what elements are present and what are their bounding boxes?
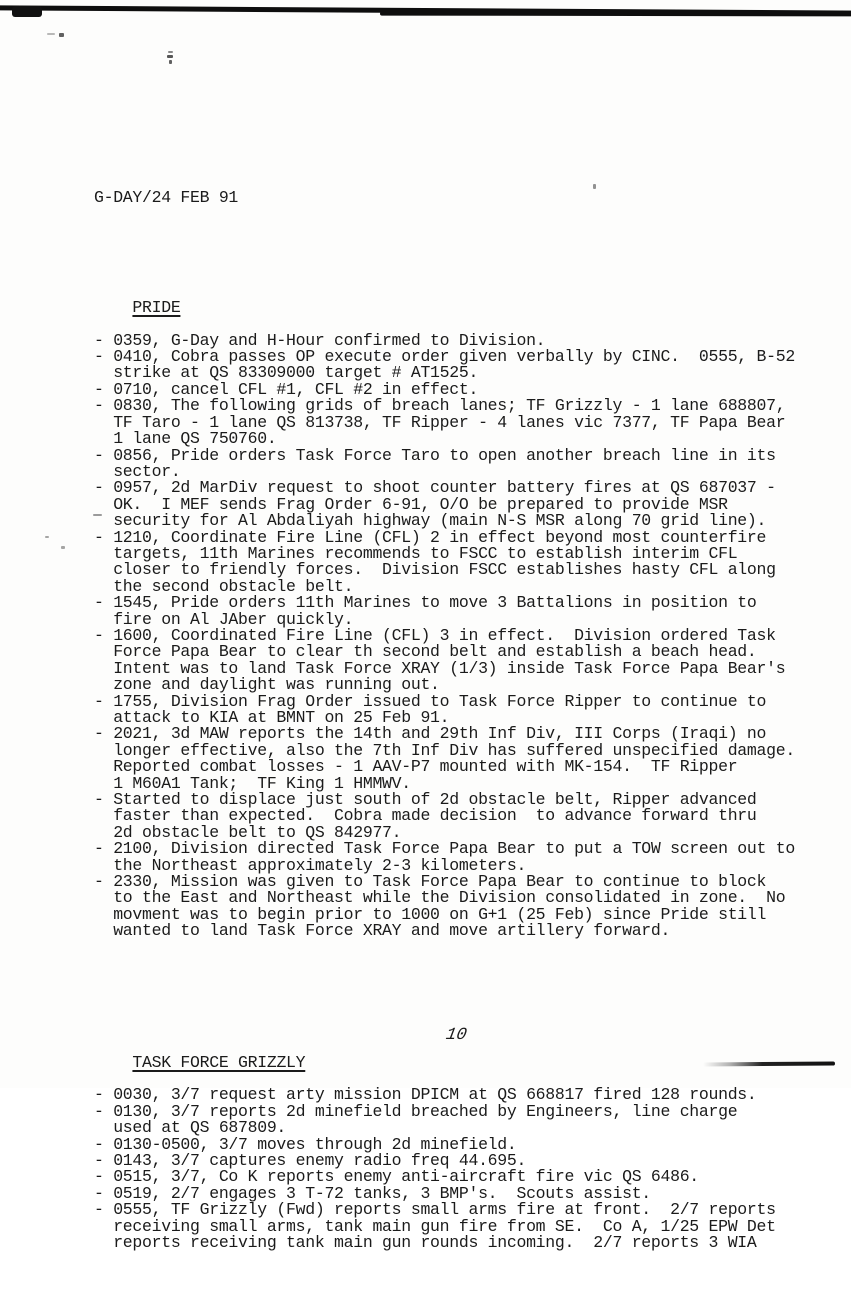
log-line: - 0030, 3/7 request arty mission DPICM at QS 668817 fired 128 rounds.: [94, 1085, 757, 1105]
log-line: zone and daylight was running out.: [94, 675, 440, 695]
log-line: targets, 11th Marines recommends to FSCC to establish interim CFL: [94, 543, 738, 563]
log-line: - 0519, 2/7 engages 3 T-72 tanks, 3 BMP's. Scouts assist.: [94, 1183, 651, 1203]
log-line: - 0130-0500, 3/7 moves through 2d minefield.: [94, 1134, 517, 1154]
log-line: to the East and Northeast while the Division consolidated in zone. No: [94, 888, 786, 908]
log-line: 1 lane QS 750760.: [94, 429, 277, 449]
log-line: Intent was to land Task Force XRAY (1/3) inside Task Force Papa Bear's: [94, 658, 786, 678]
date-header: G-DAY/24 FEB 91: [94, 187, 239, 207]
log-line: used at QS 687809.: [94, 1118, 287, 1138]
log-line: - 1210, Coordinate Fire Line (CFL) 2 in effect beyond most counterfire: [94, 527, 767, 547]
log-line: the Northeast approximately 2-3 kilometers.: [94, 855, 527, 875]
log-line: Force Papa Bear to clear th second belt and establish a beach head.: [94, 642, 757, 662]
log-line: - 0130, 3/7 reports 2d minefield breached by Engineers, line charge: [94, 1101, 738, 1121]
section-title-task-force-grizzly: TASK FORCE GRIZZLY: [132, 1052, 306, 1072]
log-line: 1 M60A1 Tank; TF King 1 HMMWV.: [94, 773, 411, 793]
scan-speck: [167, 55, 173, 58]
log-line: OK. I MEF sends Frag Order 6-91, O/O be prepared to provide MSR: [94, 494, 728, 514]
log-line: fire on Al JAber quickly.: [94, 609, 354, 629]
log-line: reports receiving tank main gun rounds incoming. 2/7 reports 3 WIA: [94, 1232, 757, 1252]
log-line: - 2100, Division directed Task Force Papa Bear to put a TOW screen out to: [94, 839, 795, 859]
section-pride: [94, 283, 836, 972]
log-line: - 0710, cancel CFL #1, CFL #2 in effect.: [94, 379, 479, 399]
log-line: - 0143, 3/7 captures enemy radio freq 44.695.: [94, 1150, 527, 1170]
log-line: closer to friendly forces. Division FSCC establishes hasty CFL along: [94, 560, 776, 580]
log-line: Reported combat losses - 1 AAV-P7 mounted with MK-154. TF Ripper: [94, 757, 738, 777]
log-line: receiving small arms, tank main gun fire from SE. Co A, 1/25 EPW Det: [94, 1216, 776, 1236]
scan-speck: [59, 33, 64, 37]
log-line: security for Al Abdaliyah highway (main N-S MSR along 70 grid line).: [94, 511, 767, 531]
log-line: - 0957, 2d MarDiv request to shoot counter battery fires at QS 687037 -: [94, 478, 776, 498]
scan-speck: [45, 536, 49, 538]
log-line: - 2021, 3d MAW reports the 14th and 29th Inf Div, III Corps (Iraqi) no: [94, 724, 767, 744]
log-line: sector.: [94, 461, 181, 481]
log-line: movment was to begin prior to 1000 on G+1 (25 Feb) since Pride still: [94, 904, 767, 924]
log-line: - 0515, 3/7, Co K reports enemy anti-aircraft fire vic QS 6486.: [94, 1167, 699, 1187]
page-number: 10: [444, 1026, 469, 1045]
log-line: wanted to land Task Force XRAY and move artillery forward.: [94, 921, 671, 941]
log-line: the second obstacle belt.: [94, 576, 354, 596]
log-line: - Started to displace just south of 2d obstacle belt, Ripper advanced: [94, 790, 757, 810]
log-line: - 2330, Mission was given to Task Force Papa Bear to continue to block: [94, 872, 767, 892]
log-line: strike at QS 83309000 target # AT1525.: [94, 363, 479, 383]
log-line: - 0856, Pride orders Task Force Taro to open another breach line in its: [94, 445, 776, 465]
scan-edge-top-inner: [380, 12, 851, 17]
scan-speck: [168, 51, 173, 53]
document-body: [94, 157, 836, 1301]
log-line: - 0410, Cobra passes OP execute order given verbally by CINC. 0555, B-52: [94, 347, 795, 367]
scan-speck: [169, 60, 172, 64]
log-line: faster than expected. Cobra made decision to advance forward thru: [94, 806, 757, 826]
section-title-pride: PRIDE: [132, 297, 181, 317]
scan-edge-blob: [12, 6, 42, 17]
section-task-force-grizzly-lines: [94, 1087, 836, 1251]
log-line: - 1600, Coordinated Fire Line (CFL) 3 in effect. Division ordered Task: [94, 625, 776, 645]
log-line: attack to KIA at BMNT on 25 Feb 91.: [94, 708, 450, 727]
log-line: - 1755, Division Frag Order issued to Task Force Ripper to continue to: [94, 691, 767, 711]
log-line: - 1545, Pride orders 11th Marines to move 3 Battalions in position to: [94, 593, 757, 613]
log-line: - 0555, TF Grizzly (Fwd) reports small arms fire at front. 2/7 reports: [94, 1200, 776, 1220]
log-line: TF Taro - 1 lane QS 813738, TF Ripper - 4 lanes vic 7377, TF Papa Bear: [94, 412, 786, 432]
log-line: - 0830, The following grids of breach lanes; TF Grizzly - 1 lane 688807,: [94, 396, 786, 416]
log-line: longer effective, also the 7th Inf Div has suffered unspecified damage.: [94, 740, 795, 760]
log-line: 2d obstacle belt to QS 842977.: [94, 822, 402, 842]
scan-speck: [47, 33, 55, 35]
scan-speck: [61, 546, 65, 549]
section-task-force-grizzly: [94, 1038, 836, 1284]
log-line: - 0359, G-Day and H-Hour confirmed to Division.: [94, 330, 546, 350]
section-pride-lines: [94, 330, 836, 941]
